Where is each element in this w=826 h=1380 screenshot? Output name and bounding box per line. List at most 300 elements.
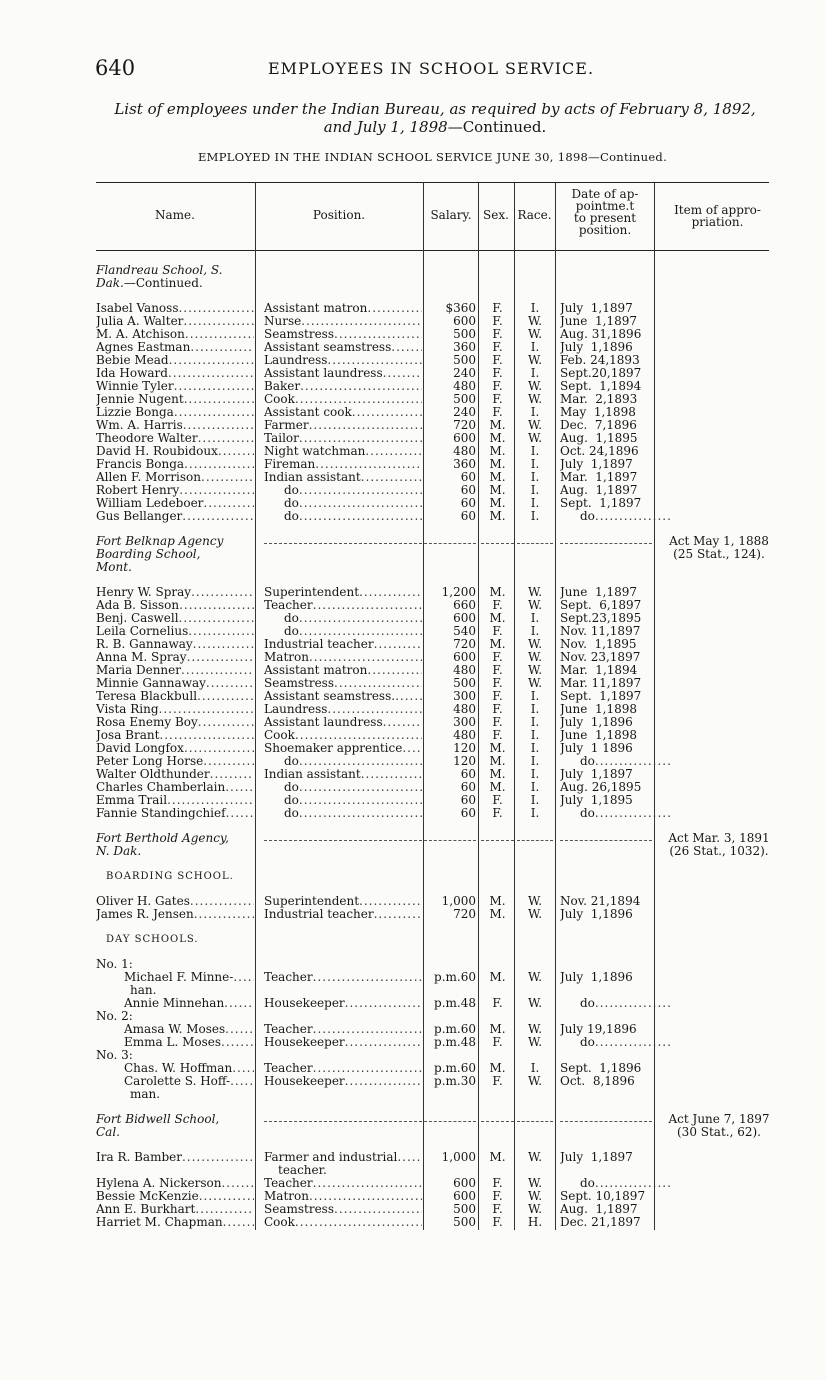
employee-sex: M. xyxy=(489,895,506,908)
section-heading-text: Fort Belknap Agency xyxy=(96,535,224,548)
employee-sex: M. xyxy=(489,768,506,781)
employee-name: R. B. Gannaway ..... xyxy=(96,638,254,651)
employee-position: do ..... xyxy=(264,625,422,638)
section-heading-text: Fort Bidwell School, xyxy=(96,1113,220,1126)
employee-row xyxy=(0,664,826,677)
employee-position: Assistant seamstress. ..... xyxy=(264,690,422,703)
employee-sex: M. xyxy=(489,612,506,625)
employee-position: do ..... xyxy=(264,794,422,807)
employee-race: I. xyxy=(530,768,540,781)
employee-row xyxy=(0,1216,826,1229)
employee-sex: M. xyxy=(489,742,506,755)
employee-row xyxy=(0,599,826,612)
employee-name: Ira R. Bamber ..... xyxy=(96,1151,254,1164)
employee-salary: 60 xyxy=(460,497,476,510)
subsection-label-row xyxy=(0,870,826,883)
section-heading-row xyxy=(0,264,826,277)
employee-row xyxy=(0,497,826,510)
employee-salary: $360 xyxy=(445,302,476,315)
employee-sex: F. xyxy=(492,664,503,677)
name-continuation: No. 3: xyxy=(96,1049,133,1062)
employee-salary: 240 xyxy=(453,367,476,380)
header-date-line: position. xyxy=(578,223,632,237)
appointment-date: July 1,1896 xyxy=(560,716,633,729)
employee-name: David Longfox ..... xyxy=(96,742,254,755)
employee-sex: F. xyxy=(492,341,503,354)
blank-dash xyxy=(517,1113,553,1122)
header-sex: Sex. xyxy=(483,208,509,222)
table-top-rule xyxy=(96,182,769,183)
continuation-row xyxy=(0,1088,826,1101)
employee-salary: 60 xyxy=(460,781,476,794)
employee-row xyxy=(0,1062,826,1075)
blank-dash xyxy=(481,1113,514,1122)
position-continuation: teacher. xyxy=(278,1164,327,1177)
appointment-date: July 1,1897 xyxy=(560,302,633,315)
employee-race: I. xyxy=(530,794,540,807)
employee-row xyxy=(0,895,826,908)
employee-name: Ida Howard ..... xyxy=(96,367,254,380)
appointment-date: Aug. 1,1897 xyxy=(560,1203,638,1216)
employee-position: do ..... xyxy=(264,612,422,625)
employee-name: Leila Cornelius ..... xyxy=(96,625,254,638)
employee-position: do ..... xyxy=(264,807,422,820)
employee-salary: 360 xyxy=(453,341,476,354)
appointment-date: Aug. 31,1896 xyxy=(560,328,642,341)
employee-row xyxy=(0,625,826,638)
employee-sex: M. xyxy=(489,971,506,984)
employee-position: Teacher ..... xyxy=(264,1062,422,1075)
employee-race: W. xyxy=(527,677,543,690)
employee-row xyxy=(0,971,826,984)
employee-race: I. xyxy=(530,781,540,794)
appropriation-item: Act Mar. 3, 1891 xyxy=(668,832,770,845)
appropriation-item: (25 Stat., 124). xyxy=(673,548,765,561)
employee-name: Rosa Enemy Boy ..... xyxy=(96,716,254,729)
employee-salary: 500 xyxy=(453,328,476,341)
appointment-date: Sept. 1,1896 xyxy=(560,1062,642,1075)
appointment-date: July 1,1896 xyxy=(560,971,633,984)
employee-position: Matron ..... xyxy=(264,651,422,664)
employee-row xyxy=(0,302,826,315)
section-heading-row xyxy=(0,277,826,290)
employee-sex: F. xyxy=(492,1203,503,1216)
appointment-date: June 1,1897 xyxy=(560,315,637,328)
employee-race: I. xyxy=(530,612,540,625)
employee-name: Lizzie Bonga ..... xyxy=(96,406,254,419)
employee-position: do ..... xyxy=(264,755,422,768)
subsection-label: DAY SCHOOLS. xyxy=(106,934,199,945)
section-heading xyxy=(96,832,254,845)
employee-position: Assistant matron ..... xyxy=(264,302,422,315)
continuation-row xyxy=(0,1164,826,1177)
table-subheading: EMPLOYED IN THE INDIAN SCHOOL SERVICE JUNE 30, 1898—Continued. xyxy=(197,150,668,164)
employee-row xyxy=(0,703,826,716)
employee-sex: F. xyxy=(492,367,503,380)
employee-sex: F. xyxy=(492,380,503,393)
employee-name: Harriet M. Chapman ..... xyxy=(96,1216,254,1229)
employee-name: James R. Jensen ..... xyxy=(96,908,254,921)
subsection-label-row xyxy=(0,933,826,946)
employee-position: Assistant cook ..... xyxy=(264,406,422,419)
employee-row xyxy=(0,1075,826,1088)
employee-row xyxy=(0,432,826,445)
appointment-date: July 1,1897 xyxy=(560,768,633,781)
employee-name: Carolette S. Hoff- ..... xyxy=(124,1075,254,1088)
employee-sex: M. xyxy=(489,1023,506,1036)
appropriation-item: (30 Stat., 62). xyxy=(677,1126,761,1139)
employee-name: Bebie Mead ..... xyxy=(96,354,254,367)
appointment-date: do ..... xyxy=(560,807,672,820)
employee-salary: 480 xyxy=(453,380,476,393)
appropriation-item: Act May 1, 1888 xyxy=(669,535,769,548)
header-salary: Salary. xyxy=(430,208,472,222)
employee-race: I. xyxy=(530,302,540,315)
section-heading-row xyxy=(0,845,826,858)
employee-sex: F. xyxy=(492,599,503,612)
employee-row xyxy=(0,458,826,471)
appropriation-item: Act June 7, 1897 xyxy=(668,1113,770,1126)
appointment-date: Dec. 21,1897 xyxy=(560,1216,641,1229)
blank-dash xyxy=(481,535,514,544)
employee-name: Emma L. Moses ..... xyxy=(124,1036,254,1049)
employee-salary: 60 xyxy=(460,807,476,820)
employee-name: Isabel Vanoss ..... xyxy=(96,302,254,315)
appointment-date: July 1 1896 xyxy=(560,742,633,755)
employee-name: Ann E. Burkhart ..... xyxy=(96,1203,254,1216)
header-bottom-rule xyxy=(96,250,769,251)
employee-position: Tailor ..... xyxy=(264,432,422,445)
employee-row xyxy=(0,380,826,393)
employee-position: Laundress ..... xyxy=(264,354,422,367)
employee-race: I. xyxy=(530,690,540,703)
employee-row xyxy=(0,677,826,690)
employee-row xyxy=(0,742,826,755)
employee-salary: 120 xyxy=(453,755,476,768)
employee-name: Minnie Gannaway ..... xyxy=(96,677,254,690)
section-heading-continued: —Continued. xyxy=(123,277,203,290)
section-heading-row xyxy=(0,1126,826,1139)
employee-salary: 600 xyxy=(453,1190,476,1203)
section-heading xyxy=(96,845,254,858)
employee-row xyxy=(0,367,826,380)
employee-salary: 60 xyxy=(460,794,476,807)
employee-race: I. xyxy=(530,729,540,742)
appointment-date: Sept. 6,1897 xyxy=(560,599,642,612)
employee-race: W. xyxy=(527,908,543,921)
employee-row xyxy=(0,393,826,406)
employee-salary: p.m.30 xyxy=(434,1075,476,1088)
employee-position: Farmer and industrial ..... xyxy=(264,1151,422,1164)
employee-position: Seamstress ..... xyxy=(264,1203,422,1216)
employee-sex: F. xyxy=(492,651,503,664)
employee-position: Matron ..... xyxy=(264,1190,422,1203)
employee-name: Emma Trail ..... xyxy=(96,794,254,807)
blank-dash xyxy=(264,535,422,544)
employee-sex: F. xyxy=(492,677,503,690)
header-appropriation-line: priation. xyxy=(691,215,744,229)
employee-sex: M. xyxy=(489,432,506,445)
employee-row xyxy=(0,997,826,1010)
blank-dash xyxy=(517,535,553,544)
employee-race: W. xyxy=(527,651,543,664)
employee-row xyxy=(0,794,826,807)
employee-race: I. xyxy=(530,406,540,419)
employee-salary: 600 xyxy=(453,612,476,625)
section-heading xyxy=(96,548,254,561)
employee-row xyxy=(0,354,826,367)
employee-position: do ..... xyxy=(264,510,422,523)
employee-salary: 480 xyxy=(453,664,476,677)
appointment-date: Sept. 1,1897 xyxy=(560,690,642,703)
employee-name: Charles Chamberlain ..... xyxy=(96,781,254,794)
employee-row xyxy=(0,690,826,703)
employee-race: W. xyxy=(527,997,543,1010)
employee-salary: 480 xyxy=(453,703,476,716)
appointment-date: Sept. 1,1897 xyxy=(560,497,642,510)
employee-race: I. xyxy=(530,510,540,523)
employee-row xyxy=(0,807,826,820)
employee-salary: p.m.60 xyxy=(434,1023,476,1036)
employee-position: Teacher ..... xyxy=(264,1177,422,1190)
blank-dash xyxy=(264,832,422,841)
employee-salary: p.m.60 xyxy=(434,1062,476,1075)
appointment-date: Nov. 1,1895 xyxy=(560,638,637,651)
appointment-date: July 1,1897 xyxy=(560,458,633,471)
appointment-date: June 1,1897 xyxy=(560,586,637,599)
employee-sex: M. xyxy=(489,510,506,523)
employee-name: Allen F. Morrison ..... xyxy=(96,471,254,484)
header-name: Name. xyxy=(155,208,195,222)
employee-race: W. xyxy=(527,599,543,612)
employee-position: Teacher ..... xyxy=(264,971,422,984)
employee-salary: 1,000 xyxy=(441,1151,476,1164)
employee-sex: F. xyxy=(492,1190,503,1203)
employee-row xyxy=(0,1036,826,1049)
appropriation-item: (26 Stat., 1032). xyxy=(669,845,769,858)
section-heading xyxy=(96,535,254,548)
employee-row xyxy=(0,341,826,354)
employee-sex: F. xyxy=(492,716,503,729)
appointment-date: Nov. 21,1894 xyxy=(560,895,641,908)
employee-row xyxy=(0,471,826,484)
employee-race: I. xyxy=(530,807,540,820)
employee-salary: 500 xyxy=(453,1216,476,1229)
section-heading-row xyxy=(0,832,826,845)
header-date-line: pointme.t xyxy=(575,199,635,213)
blank-dash xyxy=(560,535,652,544)
employee-race: I. xyxy=(530,341,540,354)
caption-line-2-italic: and July 1, 1898 xyxy=(323,118,448,136)
employee-salary: 600 xyxy=(453,432,476,445)
employee-name: Amasa W. Moses ..... xyxy=(124,1023,254,1036)
continuation-row xyxy=(0,1010,826,1023)
employee-name: Henry W. Spray ..... xyxy=(96,586,254,599)
employee-position: Baker ..... xyxy=(264,380,422,393)
employee-salary: 60 xyxy=(460,510,476,523)
employee-row xyxy=(0,484,826,497)
section-heading-text: Flandreau School, S. xyxy=(96,264,223,277)
employee-position: Shoemaker apprentice ..... xyxy=(264,742,422,755)
employee-sex: F. xyxy=(492,302,503,315)
employee-race: I. xyxy=(530,458,540,471)
employee-position: Cook ..... xyxy=(264,393,422,406)
continuation-row xyxy=(0,984,826,997)
employee-sex: M. xyxy=(489,1062,506,1075)
employee-race: H. xyxy=(527,1216,543,1229)
employee-race: W. xyxy=(527,638,543,651)
employee-salary: 60 xyxy=(460,768,476,781)
employee-race: I. xyxy=(530,1062,540,1075)
appointment-date: Mar. 2,1893 xyxy=(560,393,638,406)
employee-sex: M. xyxy=(489,1151,506,1164)
employee-name: Vista Ring ..... xyxy=(96,703,254,716)
appointment-date: July 1,1897 xyxy=(560,1151,633,1164)
employee-position: Fireman ..... xyxy=(264,458,422,471)
employee-salary: 660 xyxy=(453,599,476,612)
employee-position: Seamstress ..... xyxy=(264,677,422,690)
employee-position: Laundress ..... xyxy=(264,703,422,716)
employee-salary: p.m.48 xyxy=(434,1036,476,1049)
employee-position: do ..... xyxy=(264,484,422,497)
employee-name: Annie Minnehan ..... xyxy=(124,997,254,1010)
employee-race: I. xyxy=(530,484,540,497)
employee-sex: F. xyxy=(492,703,503,716)
employee-sex: F. xyxy=(492,1075,503,1088)
employee-race: I. xyxy=(530,716,540,729)
employee-salary: 120 xyxy=(453,742,476,755)
employee-position: Assistant laundress ..... xyxy=(264,716,422,729)
employee-race: W. xyxy=(527,354,543,367)
blank-dash xyxy=(481,832,514,841)
caption-line-2 xyxy=(85,118,785,136)
employee-row xyxy=(0,1151,826,1164)
employee-race: I. xyxy=(530,445,540,458)
employee-name: Fannie Standingchief ..... xyxy=(96,807,254,820)
header-appropriation-line: Item of appro- xyxy=(674,203,761,217)
employee-sex: F. xyxy=(492,729,503,742)
employee-sex: M. xyxy=(489,755,506,768)
employee-position: Superintendent ..... xyxy=(264,895,422,908)
section-heading-text: N. Dak. xyxy=(96,845,142,858)
employee-sex: F. xyxy=(492,1036,503,1049)
employee-name: Josa Brant ..... xyxy=(96,729,254,742)
appointment-date: July 19,1896 xyxy=(560,1023,637,1036)
appointment-date: Oct. 8,1896 xyxy=(560,1075,635,1088)
employee-race: W. xyxy=(527,586,543,599)
appointment-date: do ..... xyxy=(560,1177,672,1190)
employee-position: do ..... xyxy=(264,497,422,510)
appointment-date: Aug. 26,1895 xyxy=(560,781,642,794)
employee-salary: 60 xyxy=(460,484,476,497)
employee-race: W. xyxy=(527,1075,543,1088)
employee-row xyxy=(0,510,826,523)
employee-row xyxy=(0,445,826,458)
section-heading-row xyxy=(0,1113,826,1126)
appointment-date: July 1,1896 xyxy=(560,908,633,921)
employee-sex: F. xyxy=(492,690,503,703)
header-race: Race. xyxy=(517,208,552,222)
appointment-date: do ..... xyxy=(560,1036,672,1049)
section-heading-row xyxy=(0,561,826,574)
appointment-date: July 1,1895 xyxy=(560,794,633,807)
employee-name: Teresa Blackbull ..... xyxy=(96,690,254,703)
employee-sex: M. xyxy=(489,458,506,471)
blank-dash xyxy=(424,535,476,544)
employee-row xyxy=(0,1203,826,1216)
appointment-date: Dec. 7,1896 xyxy=(560,419,637,432)
running-head: EMPLOYEES IN SCHOOL SERVICE. xyxy=(268,59,595,78)
employee-name: M. A. Atchison ..... xyxy=(96,328,254,341)
employee-position: Indian assistant ..... xyxy=(264,768,422,781)
continuation-row xyxy=(0,958,826,971)
section-heading-text: Dak. xyxy=(96,277,124,290)
appointment-date: June 1,1898 xyxy=(560,729,637,742)
section-heading xyxy=(96,1113,254,1126)
employee-name: Anna M. Spray ..... xyxy=(96,651,254,664)
employee-sex: F. xyxy=(492,315,503,328)
employee-row xyxy=(0,638,826,651)
employee-row xyxy=(0,768,826,781)
employee-name: William Ledeboer ..... xyxy=(96,497,254,510)
employee-position: Farmer ..... xyxy=(264,419,422,432)
section-heading-row xyxy=(0,548,826,561)
employee-name: Ada B. Sisson ..... xyxy=(96,599,254,612)
section-heading xyxy=(96,277,254,290)
employee-salary: 500 xyxy=(453,1203,476,1216)
employee-row xyxy=(0,1190,826,1203)
employee-name: Michael F. Minne- ..... xyxy=(124,971,254,984)
employee-salary: 720 xyxy=(453,638,476,651)
employee-salary: 300 xyxy=(453,690,476,703)
employee-salary: 1,200 xyxy=(441,586,476,599)
table-caption xyxy=(85,100,785,136)
employee-sex: M. xyxy=(489,586,506,599)
appointment-date: Sept. 10,1897 xyxy=(560,1190,646,1203)
employee-sex: F. xyxy=(492,997,503,1010)
employee-name: Oliver H. Gates ..... xyxy=(96,895,254,908)
employee-salary: p.m.48 xyxy=(434,997,476,1010)
employee-position: Industrial teacher ..... xyxy=(264,908,422,921)
employee-position: Cook ..... xyxy=(264,729,422,742)
employee-race: I. xyxy=(530,497,540,510)
header-appropriation xyxy=(655,204,780,228)
section-heading xyxy=(96,1126,254,1139)
caption-line-2-roman: —Continued. xyxy=(447,118,547,136)
employee-name: Maria Denner ..... xyxy=(96,664,254,677)
employee-sex: M. xyxy=(489,908,506,921)
employee-row xyxy=(0,716,826,729)
section-heading-text: Cal. xyxy=(96,1126,120,1139)
appointment-date: Feb. 24,1893 xyxy=(560,354,640,367)
employee-row xyxy=(0,315,826,328)
appointment-date: Aug. 1,1897 xyxy=(560,484,638,497)
appointment-date: Oct. 24,1896 xyxy=(560,445,639,458)
employee-race: I. xyxy=(530,471,540,484)
employee-name: Jennie Nugent ..... xyxy=(96,393,254,406)
employee-sex: M. xyxy=(489,781,506,794)
appointment-date: June 1,1898 xyxy=(560,703,637,716)
name-continuation: han. xyxy=(130,984,157,997)
appointment-date: do ..... xyxy=(560,997,672,1010)
continuation-row xyxy=(0,1049,826,1062)
section-heading xyxy=(96,264,254,277)
employee-row xyxy=(0,755,826,768)
section-heading-text: Boarding School, xyxy=(96,548,201,561)
section-heading xyxy=(96,561,254,574)
employee-position: Teacher ..... xyxy=(264,599,422,612)
employee-row xyxy=(0,651,826,664)
